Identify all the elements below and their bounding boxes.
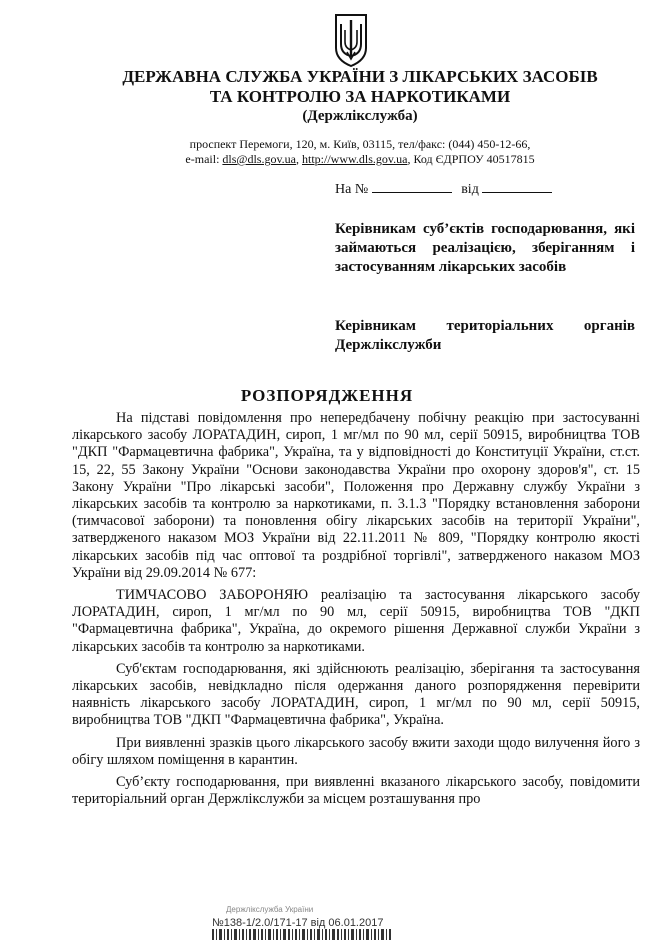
org-name-line1: ДЕРЖАВНА СЛУЖБА УКРАЇНИ З ЛІКАРСЬКИХ ЗАСОБІВ bbox=[122, 67, 598, 86]
paragraph-notification: Суб’єкту господарювання, при виявленні вказаного лікарського засобу, повідомити територіальний орган Держлікслужби за місцем розташування про bbox=[72, 774, 640, 808]
paragraph-grounds: На підставі повідомлення про непередбачену побічну реакцію при застосуванні лікарського засобу ЛОРАТАДИН, сироп, 1 мг/мл по 90 мл, серії 50915, виробництва ТОВ "ДКП "Фармацевтична фабрика", Україна, та у відповідності до Конституції України, ст.ст. 15, 22, 55 Закону України "Основи законодавства України про охорону здоров'я", ст. 15 Закону України "Про лікарські засоби", Положення про Державну службу України з лікарських засобів та контролю за наркотиками, п. 3.1.3 "Порядку встановлення заборони (тимчасової заборони) та поновлення обігу лікарських засобів на території України", затвердженого наказом МОЗ України від 22.11.2011 № 809, "Порядку контролю якості лікарських засобів під час оптової та роздрібної торгівлі", затвердженого наказом МОЗ України від 29.09.2014 № 677: bbox=[72, 410, 640, 581]
org-name-line2: ТА КОНТРОЛЮ ЗА НАРКОТИКАМИ bbox=[209, 87, 511, 106]
reference-line bbox=[335, 182, 552, 198]
paragraph-quarantine: При виявленні зразків цього лікарського засобу вжити заходи щодо вилучення його з обігу шляхом поміщення в карантин. bbox=[72, 734, 640, 768]
org-short-name: (Держлікслужба) bbox=[302, 108, 418, 124]
addressee-business-entities: Керівникам суб’єктів господарювання, які займаються реалізацією, зберіганням і застосуванням лікарських засобів bbox=[335, 221, 635, 275]
document-body bbox=[72, 410, 640, 813]
coat-of-arms-icon bbox=[333, 12, 369, 68]
document-title: РОЗПОРЯДЖЕННЯ bbox=[240, 386, 414, 405]
paragraph-prohibition: ТИМЧАСОВО ЗАБОРОНЯЮ реалізацію та застосування лікарського засобу ЛОРАТАДИН, сироп, 1 мг/мл по 90 мл, серії 50915, виробництва ТОВ "ДКП "Фармацевтична фабрика", Україна, до окремого рішення Державної служби України з лікарських засобів та контролю за наркотиками. bbox=[72, 587, 640, 655]
addressee-territorial-bodies: Керівникам територіальних органів Держлікслужби bbox=[335, 318, 635, 353]
reference-date-label: від bbox=[461, 182, 479, 197]
barcode-icon bbox=[212, 929, 392, 940]
reference-number-blank bbox=[372, 192, 452, 193]
org-contacts: e-mail: dls@dls.gov.ua, http://www.dls.gov.ua, Код ЄДРПОУ 40517815 bbox=[185, 152, 535, 166]
website-link[interactable]: http://www.dls.gov.ua bbox=[302, 152, 408, 166]
edrpou-code: , Код ЄДРПОУ 40517815 bbox=[407, 152, 535, 166]
email-link[interactable]: dls@dls.gov.ua bbox=[222, 152, 297, 166]
org-address: проспект Перемоги, 120, м. Київ, 03115, тел/факс: (044) 450-12-66, bbox=[189, 137, 531, 151]
email-label: e-mail: bbox=[185, 152, 220, 166]
reference-date-blank bbox=[482, 192, 552, 193]
registration-number: №138-1/2.0/171-17 від 06.01.2017 bbox=[212, 917, 384, 929]
paragraph-inspection: Суб'єктам господарювання, які здійснюють реалізацію, зберігання та застосування лікарських засобів, невідкладно після одержання даного розпорядження перевірити наявність лікарського засобу ЛОРАТАДИН, сироп, 1 мг/мл по 90 мл, серії 50915, виробництва ТОВ "ДКП "Фармацевтична фабрика", Україна. bbox=[72, 660, 640, 729]
registration-stamp-caption: Держлікслужба України bbox=[226, 905, 314, 914]
reference-number-label: На № bbox=[335, 182, 369, 197]
